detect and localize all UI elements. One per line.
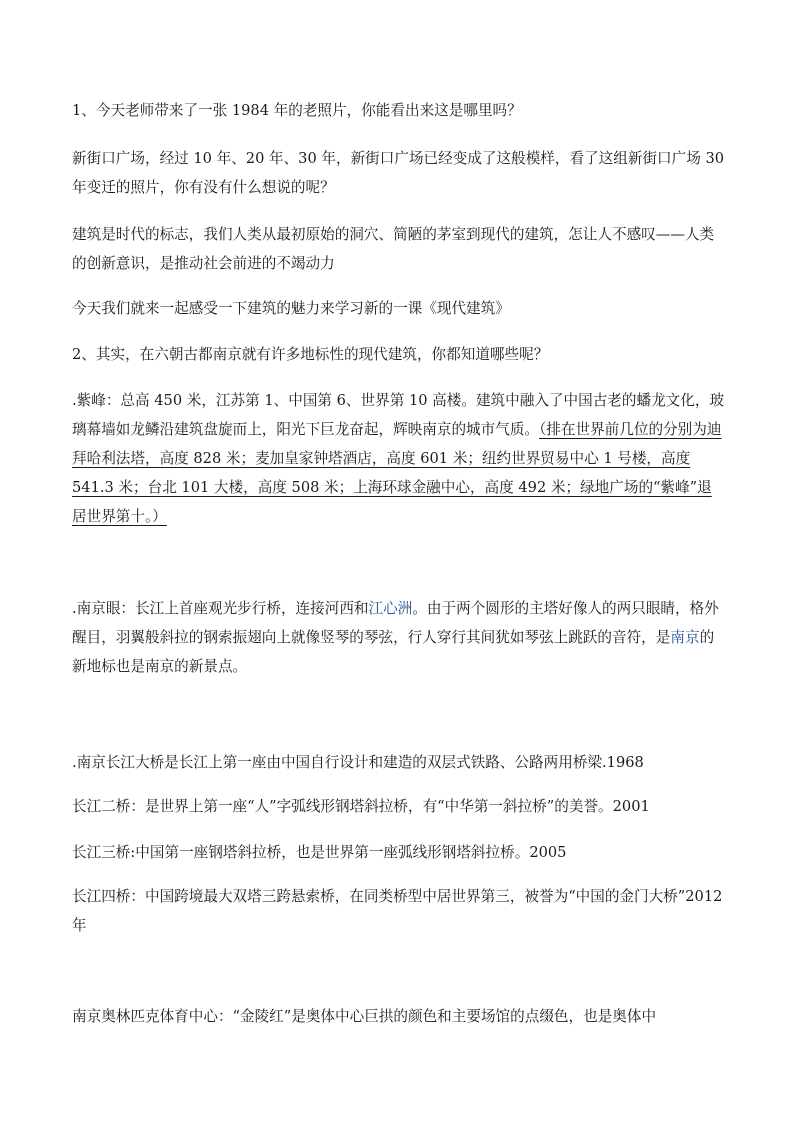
- paragraph-zifeng: [72, 386, 726, 531]
- paragraph-lesson-intro: 今天我们就来一起感受一下建筑的魅力来学习新的一课《现代建筑》: [72, 300, 510, 317]
- paragraph-photo-question: 1、今天老师带来了一张 1984 年的老照片，你能看出来这是哪里吗？: [72, 102, 522, 119]
- paragraph-yangtze-bridge-2: 长江二桥：是世界上第一座“人”字弧线形钢塔斜拉桥，有“中华第一斜拉桥”的美誉。2001: [72, 798, 650, 815]
- nanjing-eye-text-2: 。由于两个圆形的主塔好像人的两只眼睛，格外醒目，羽翼般斜拉的钢索振翅向上就像竖琴的琴弦，行人穿行其间犹如琴弦上跳跃的音符，是: [72, 600, 719, 646]
- nanjing-eye-text-1: .南京眼：长江上首座观光步行桥，连接河西和: [72, 600, 369, 617]
- nanjing-link[interactable]: 南京: [670, 629, 700, 646]
- jiangxinzhou-link[interactable]: 江心洲: [368, 600, 413, 617]
- paragraph-architecture-symbol: 建筑是时代的标志，我们人类从最初原始的洞穴、简陋的茅室到现代的建筑，怎让人不感叹——人类的创新意识，是推动社会前进的不竭动力: [72, 226, 715, 272]
- paragraph-nanjing-eye: [72, 594, 726, 681]
- zifeng-world-ranking-note: （排在世界前几位的分别为迪拜哈利法塔，高度 828 米；麦加皇家钟塔酒店，高度 601 米；纽约世界贸易中心 1 号楼，高度 541.3 米；台北 101 大楼，高度 508 米；上海环球金融中心，高度 492 米；绿地广场的“紫峰”退居世界第十。）: [72, 421, 722, 525]
- nanjing-eye-text-3: 的新地标也是南京的新景点。: [72, 629, 715, 675]
- paragraph-olympic-center: 南京奥林匹克体育中心：“金陵红”是奥体中心巨拱的颜色和主要场馆的点缀色，也是奥体中: [72, 1008, 657, 1025]
- paragraph-yangtze-bridge-1: .南京长江大桥是长江上第一座由中国自行设计和建造的双层式铁路、公路两用桥梁.1968: [72, 754, 644, 771]
- paragraph-nanjing-landmarks-question: 2、其实，在六朝古都南京就有许多地标性的现代建筑，你都知道哪些呢？: [72, 346, 549, 363]
- paragraph-xinjiekou: 新街口广场，经过 10 年、20 年、30 年，新街口广场已经变成了这般模样，看了这组新街口广场 30 年变迁的照片，你有没有什么想说的呢？: [72, 150, 725, 196]
- zifeng-description: .紫峰：总高 450 米，江苏第 1、中国第 6、世界第 10 高楼。建筑中融入了中国古老的蟠龙文化，玻璃幕墙如龙鳞沿建筑盘旋而上，阳光下巨龙奋起，辉映南京的城市气质。: [72, 392, 725, 438]
- paragraph-yangtze-bridge-3: 长江三桥:中国第一座钢塔斜拉桥，也是世界第一座弧线形钢塔斜拉桥。2005: [72, 844, 567, 861]
- paragraph-yangtze-bridge-4: 长江四桥：中国跨境最大双塔三跨悬索桥，在同类桥型中居世界第三，被誉为“中国的金门大桥”2012 年: [72, 888, 723, 934]
